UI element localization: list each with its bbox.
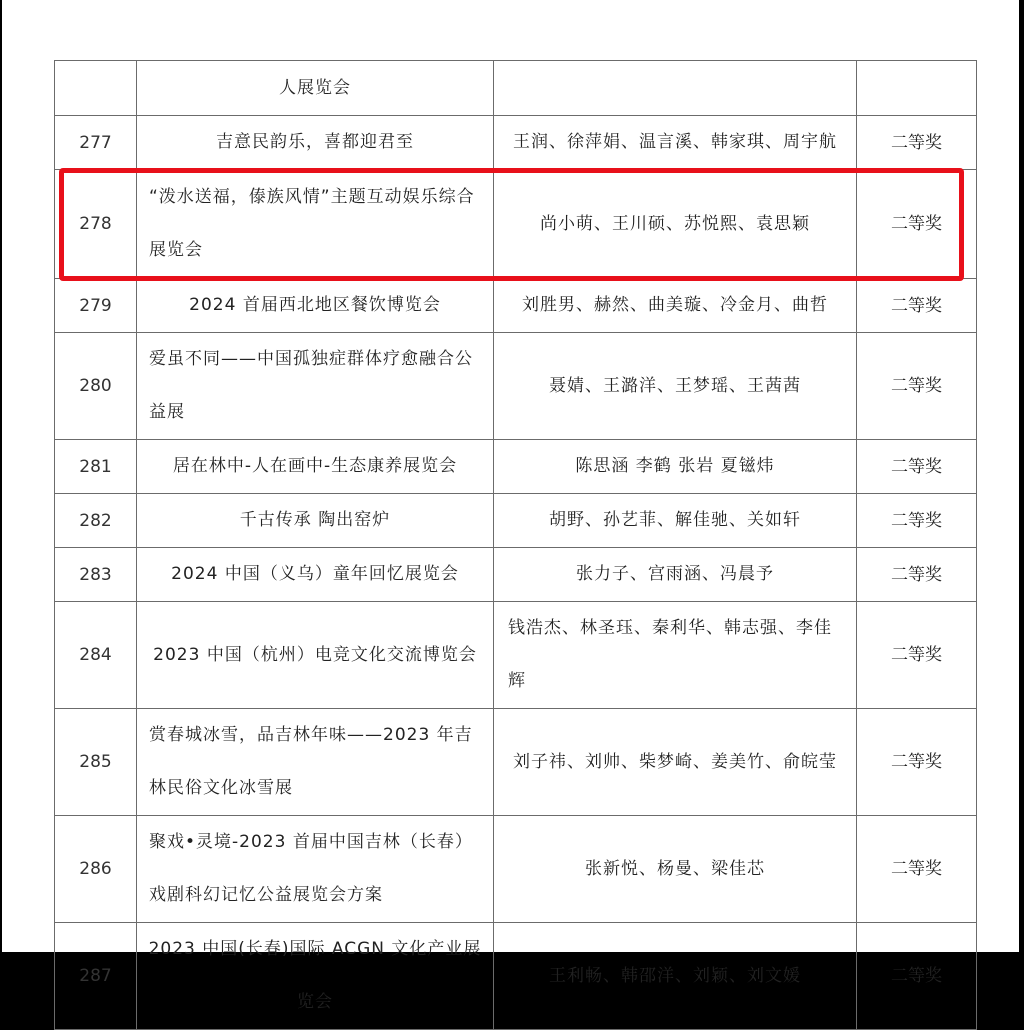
award-level: 二等奖 <box>857 709 977 816</box>
team-members: 陈思涵 李鹤 张岩 夏镃炜 <box>494 440 857 494</box>
project-name: “泼水送福，傣族风情”主题互动娱乐综合展览会 <box>137 170 494 279</box>
project-name: 爱虽不同——中国孤独症群体疗愈融合公益展 <box>137 333 494 440</box>
table-row <box>55 602 977 709</box>
table-row <box>55 116 977 170</box>
team-members <box>494 61 857 116</box>
document-page <box>2 0 1019 1012</box>
team-members: 王利畅、韩邵洋、刘颖、刘文媛 <box>494 923 857 1030</box>
award-level: 二等奖 <box>857 279 977 333</box>
award-level: 二等奖 <box>857 494 977 548</box>
team-members: 胡野、孙艺菲、解佳驰、关如轩 <box>494 494 857 548</box>
award-level: 二等奖 <box>857 923 977 1030</box>
table-row <box>55 709 977 816</box>
project-name: 2024 首届西北地区餐饮博览会 <box>137 279 494 333</box>
team-members: 张新悦、杨曼、梁佳芯 <box>494 816 857 923</box>
table-row <box>55 279 977 333</box>
team-members: 刘子祎、刘帅、柴梦崎、姜美竹、俞皖莹 <box>494 709 857 816</box>
row-number: 279 <box>55 279 137 333</box>
team-members: 王润、徐萍娟、温言溪、韩家琪、周宇航 <box>494 116 857 170</box>
table-row <box>55 494 977 548</box>
row-number <box>55 61 137 116</box>
row-number: 281 <box>55 440 137 494</box>
award-level: 二等奖 <box>857 170 977 279</box>
row-number: 283 <box>55 548 137 602</box>
award-level: 二等奖 <box>857 333 977 440</box>
row-number: 287 <box>55 923 137 1030</box>
project-name: 2023 中国(长春)国际 ACGN 文化产业展览会 <box>137 923 494 1030</box>
award-level <box>857 61 977 116</box>
row-number: 278 <box>55 170 137 279</box>
table-row <box>55 333 977 440</box>
team-members: 刘胜男、赫然、曲美璇、冷金月、曲哲 <box>494 279 857 333</box>
table-row <box>55 170 977 279</box>
award-level: 二等奖 <box>857 816 977 923</box>
award-level: 二等奖 <box>857 440 977 494</box>
project-name: 居在林中-人在画中-生态康养展览会 <box>137 440 494 494</box>
table-row <box>55 816 977 923</box>
awards-table <box>54 60 977 1030</box>
table-row <box>55 923 977 1030</box>
table-row <box>55 61 977 116</box>
project-name: 赏春城冰雪，品吉林年味——2023 年吉林民俗文化冰雪展 <box>137 709 494 816</box>
table-row <box>55 440 977 494</box>
team-members: 聂婧、王潞洋、王梦瑶、王茜茜 <box>494 333 857 440</box>
row-number: 285 <box>55 709 137 816</box>
row-number: 284 <box>55 602 137 709</box>
row-number: 286 <box>55 816 137 923</box>
award-level: 二等奖 <box>857 116 977 170</box>
team-members: 张力子、宫雨涵、冯晨予 <box>494 548 857 602</box>
project-name: 2024 中国（义乌）童年回忆展览会 <box>137 548 494 602</box>
project-name: 2023 中国（杭州）电竞文化交流博览会 <box>137 602 494 709</box>
project-name: 千古传承 陶出窑炉 <box>137 494 494 548</box>
award-level: 二等奖 <box>857 602 977 709</box>
row-number: 282 <box>55 494 137 548</box>
award-level: 二等奖 <box>857 548 977 602</box>
project-name: 聚戏•灵境-2023 首届中国吉林（长春）戏剧科幻记忆公益展览会方案 <box>137 816 494 923</box>
team-members: 尚小萌、王川硕、苏悦熙、袁思颖 <box>494 170 857 279</box>
project-name: 吉意民韵乐，喜都迎君至 <box>137 116 494 170</box>
project-name: 人展览会 <box>137 61 494 116</box>
table-row <box>55 548 977 602</box>
row-number: 277 <box>55 116 137 170</box>
row-number: 280 <box>55 333 137 440</box>
team-members: 钱浩杰、林圣珏、秦利华、韩志强、李佳辉 <box>494 602 857 709</box>
